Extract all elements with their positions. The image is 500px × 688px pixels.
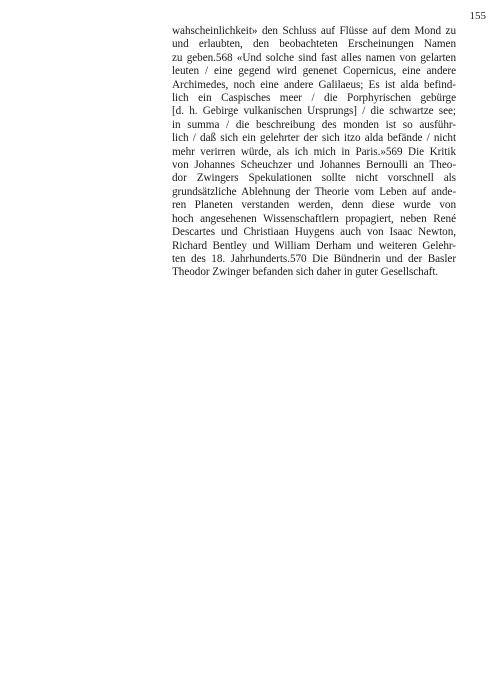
text-line: mehr verirren würde, als ich mich in Paris.»569 Die Kritik [172,145,456,158]
text-line: wahscheinlichkeit» den Schluss auf Flüsse auf dem Mond zu [172,25,456,37]
text-line: Theodor Zwinger befanden sich daher in guter Gesellschaft. [172,266,439,279]
text-line: lich / daß sich ein gelehrter der sich itzo alda befände / nicht [172,132,456,145]
text-line: hoch angesehenen Wissenschaftlern propagiert, neben René [172,212,456,225]
text-line: leuten / eine gegend wird genenet Copernicus, eine andere [172,65,456,78]
text-line: ten des 18. Jahrhunderts.570 Die Bündnerin und der Basler [172,252,456,265]
text-line: dor Zwingers Spekulationen sollte nicht vorschnell als [172,172,456,185]
text-line: [d. h. Gebirge vulkanischen Ursprungs] / die schwartze see; [172,105,456,118]
text-line: Descartes und Christiaan Huygens auch von Isaac Newton, [172,226,456,239]
text-line: grundsätzliche Ablehnung der Theorie vom Leben auf ande- [172,185,456,198]
text-line: und erlaubten, den beobachteten Erscheinungen Namen [172,38,456,51]
text-line: ren Planeten verstanden werden, denn diese wurde von [172,199,456,212]
text-line: Richard Bentley und William Derham und weiteren Gelehr- [172,239,456,252]
text-line: von Johannes Scheuchzer und Johannes Bernoulli an Theo- [172,159,456,172]
text-line: Archimedes, noch eine andere Galilaeus; Es ist alda befind- [172,78,456,91]
text-line: zu geben.568 «Und solche sind fast alles namen von gelarten [172,51,456,64]
body-paragraph [172,25,456,280]
text-line: lich ein Caspisches meer / die Porphyrischen gebürge [172,92,456,105]
page-number: 155 [469,10,486,22]
text-line: in summa / die beschreibung des monden ist so ausführ- [172,118,456,131]
